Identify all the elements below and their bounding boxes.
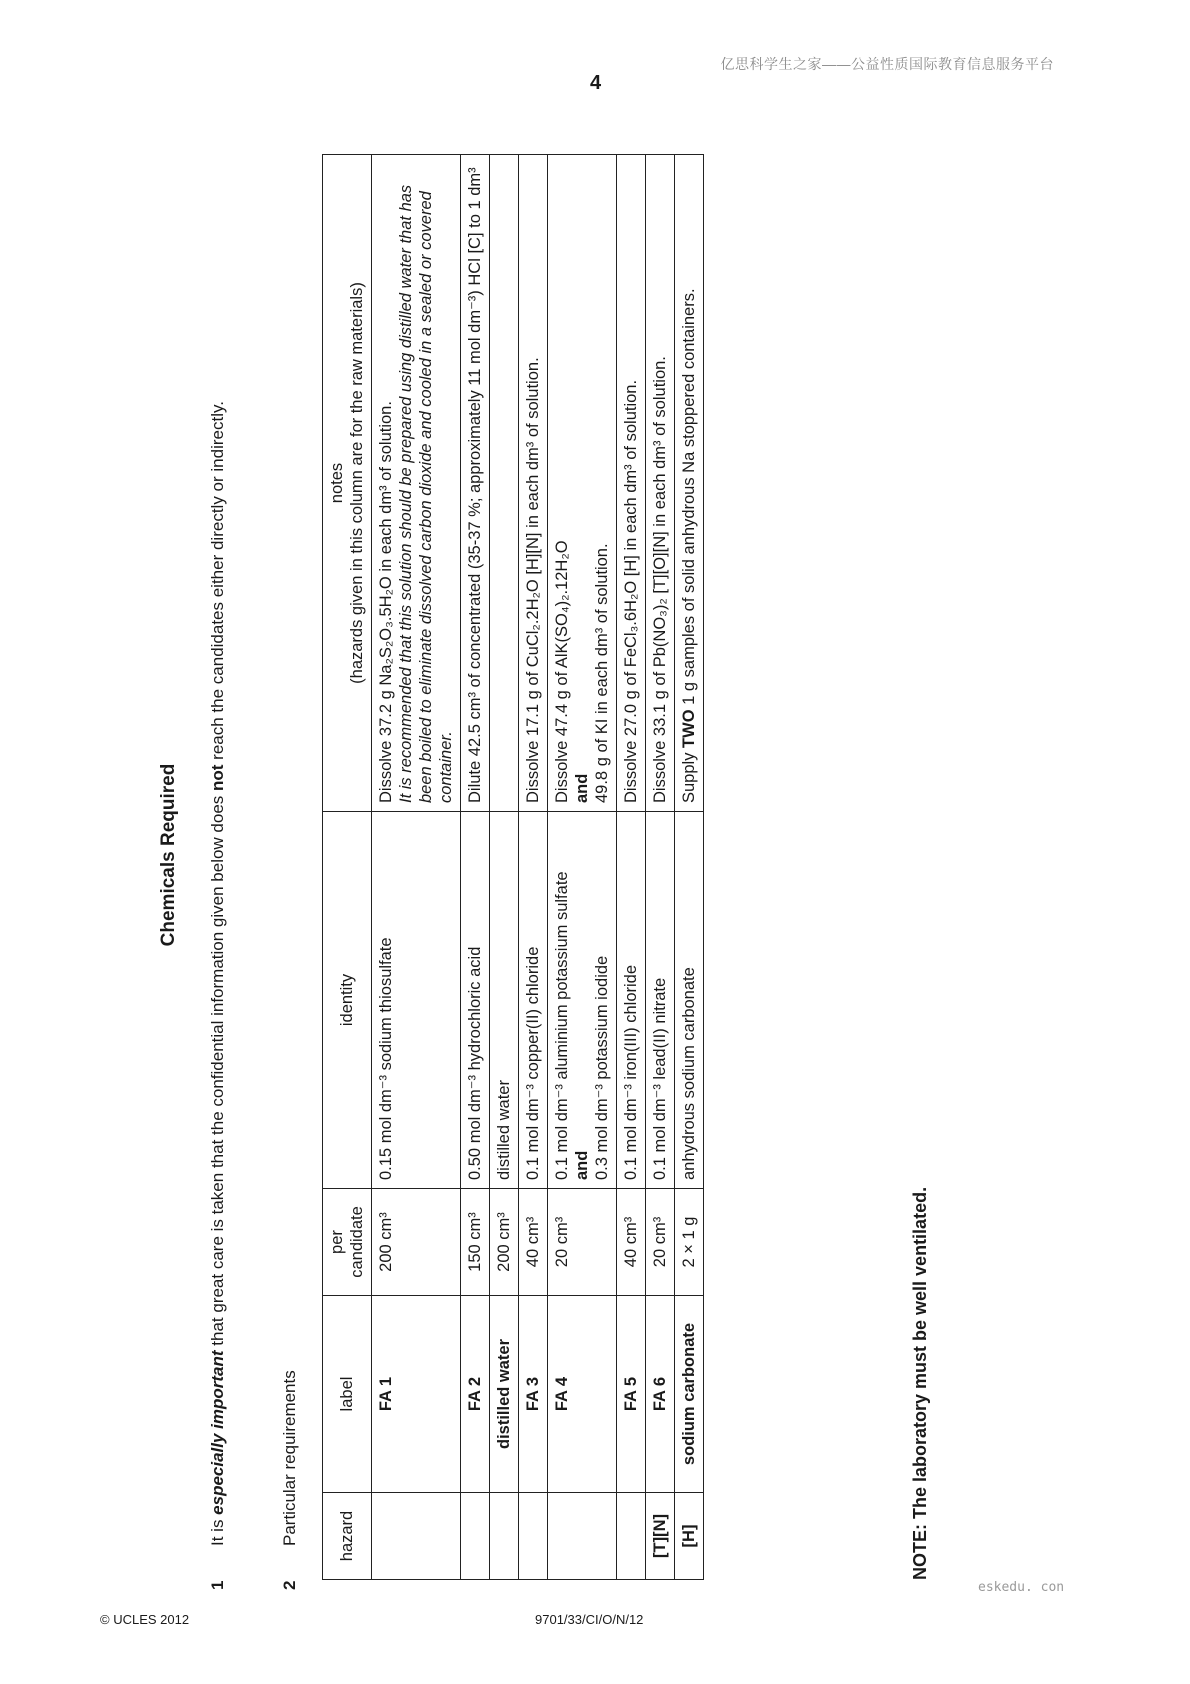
label-cell: FA 2 <box>461 1296 490 1493</box>
per-candidate-cell: 150 cm³ <box>461 1189 490 1296</box>
header-watermark: 亿思科学生之家——公益性质国际教育信息服务平台 <box>720 56 1054 72</box>
notes-cell <box>490 155 519 812</box>
label-cell: FA 6 <box>646 1296 675 1493</box>
table-row <box>490 155 519 1580</box>
hazard-cell <box>461 1493 490 1580</box>
chemicals-table <box>322 154 704 1580</box>
notes-cell: Dissolve 27.0 g of FeCl₃.6H₂O [H] in each dm³ of solution. <box>617 155 646 812</box>
hazard-cell: [H] <box>675 1493 704 1580</box>
notes-cell: Supply TWO 1 g samples of solid anhydrous Na stoppered containers. <box>675 155 704 812</box>
per-candidate-cell: 20 cm³ <box>646 1189 675 1296</box>
copyright: © UCLES 2012 <box>100 1612 190 1627</box>
hazard-cell <box>617 1493 646 1580</box>
page-number: 4 <box>590 72 602 94</box>
hazard-cell <box>372 1493 461 1580</box>
header-label: label <box>323 1296 372 1493</box>
header-per-candidate: per candidate <box>323 1189 372 1296</box>
hazard-cell: [T][N] <box>646 1493 675 1580</box>
per-candidate-cell: 200 cm³ <box>372 1189 461 1296</box>
section-title: Chemicals Required <box>158 763 179 947</box>
notes-cell: Dissolve 37.2 g Na₂S₂O₃.5H₂O in each dm³ of solution. It is recommended that this solution should be prepared using distilled water that has been boiled to eliminate dissolved carbon dioxide and cooled in a sealed or covered container. <box>372 155 461 812</box>
per-candidate-cell: 2 × 1 g <box>675 1189 704 1296</box>
label-cell: distilled water <box>490 1296 519 1493</box>
identity-cell: 0.1 mol dm⁻³ aluminium potassium sulfate and 0.3 mol dm⁻³ potassium iodide <box>548 812 617 1189</box>
per-candidate-cell: 40 cm³ <box>617 1189 646 1296</box>
identity-cell: distilled water <box>490 812 519 1189</box>
identity-cell: 0.50 mol dm⁻³ hydrochloric acid <box>461 812 490 1189</box>
hazard-cell <box>490 1493 519 1580</box>
table-row <box>646 155 675 1580</box>
table-row <box>461 155 490 1580</box>
hazard-cell <box>548 1493 617 1580</box>
label-cell: FA 1 <box>372 1296 461 1493</box>
header-notes: notes (hazards given in this column are for the raw materials) <box>323 155 372 812</box>
table-row <box>548 155 617 1580</box>
ventilation-note: NOTE: The laboratory must be well ventilated. <box>910 1186 930 1580</box>
notes-cell: Dissolve 47.4 g of AlK(SO₄)₂.12H₂O and 49.8 g of KI in each dm³ of solution. <box>548 155 617 812</box>
table-row <box>519 155 548 1580</box>
identity-cell: 0.1 mol dm⁻³ lead(II) nitrate <box>646 812 675 1189</box>
header-hazard: hazard <box>323 1493 372 1580</box>
notes-cell: Dissolve 17.1 g of CuCl₂.2H₂O [H][N] in each dm³ of solution. <box>519 155 548 812</box>
identity-cell: 0.1 mol dm⁻³ copper(II) chloride <box>519 812 548 1189</box>
notes-cell: Dissolve 33.1 g of Pb(NO₃)₂ [T][O][N] in each dm³ of solution. <box>646 155 675 812</box>
per-candidate-cell: 20 cm³ <box>548 1189 617 1296</box>
label-cell: FA 4 <box>548 1296 617 1493</box>
identity-cell: 0.1 mol dm⁻³ iron(III) chloride <box>617 812 646 1189</box>
paragraph-text: Particular requirements <box>280 1370 299 1546</box>
per-candidate-cell: 200 cm³ <box>490 1189 519 1296</box>
label-cell: FA 3 <box>519 1296 548 1493</box>
label-cell: sodium carbonate <box>675 1296 704 1493</box>
header-identity: identity <box>323 812 372 1189</box>
paragraph-number: 2 <box>280 1580 299 1590</box>
rotated-content <box>150 120 970 1590</box>
paragraph-number: 1 <box>208 1580 227 1590</box>
table-row <box>617 155 646 1580</box>
paragraph-text: It is especially important that great care is taken that the confidential information given below does not reach the candidates either directly or indirectly. <box>208 401 227 1546</box>
table-header-row <box>323 155 372 1580</box>
label-cell: FA 5 <box>617 1296 646 1493</box>
notes-cell: Dilute 42.5 cm³ of concentrated (35-37 %; approximately 11 mol dm⁻³) HCl [C] to 1 dm³ <box>461 155 490 812</box>
table-row <box>372 155 461 1580</box>
footer-watermark: eskedu. con <box>978 1580 1065 1595</box>
identity-cell: 0.15 mol dm⁻³ sodium thiosulfate <box>372 812 461 1189</box>
table-row <box>675 155 704 1580</box>
paper-code: 9701/33/CI/O/N/12 <box>535 1612 644 1627</box>
identity-cell: anhydrous sodium carbonate <box>675 812 704 1189</box>
hazard-cell <box>519 1493 548 1580</box>
per-candidate-cell: 40 cm³ <box>519 1189 548 1296</box>
